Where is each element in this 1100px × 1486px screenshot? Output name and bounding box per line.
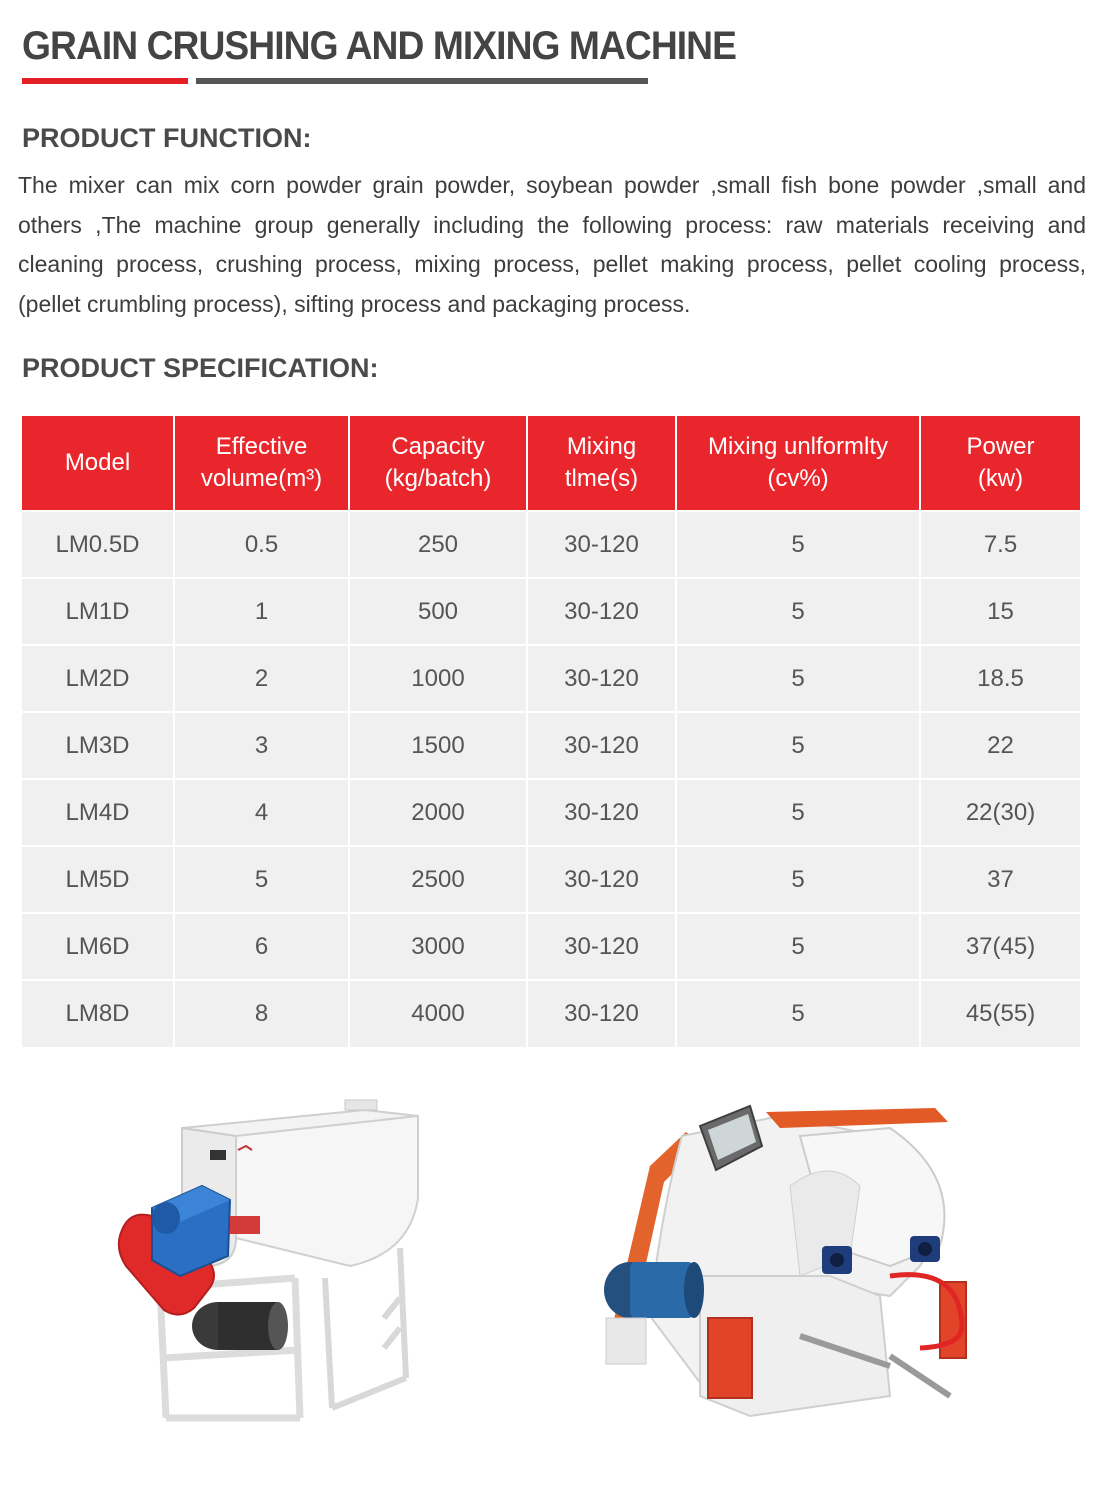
table-cell: LM6D: [22, 913, 174, 980]
column-header-line: Power: [966, 433, 1035, 460]
table-cell: 7.5: [920, 511, 1080, 578]
column-header-capacity: [349, 416, 527, 511]
table-row: [22, 578, 1080, 645]
table-cell: 5: [676, 779, 920, 846]
ribbon-mixer-photo: [100, 1088, 430, 1438]
column-header-line: Effective: [215, 433, 308, 460]
table-cell: LM8D: [22, 980, 174, 1047]
table-cell: 5: [174, 846, 349, 913]
table-cell: 8: [174, 980, 349, 1047]
column-header-model: [22, 416, 174, 511]
specification-table: [22, 416, 1080, 1047]
table-cell: LM3D: [22, 712, 174, 779]
table-cell: LM1D: [22, 578, 174, 645]
column-header-line: Capacity: [391, 433, 485, 460]
table-cell: 5: [676, 578, 920, 645]
page-title: GRAIN CRUSHING AND MIXING MACHINE: [22, 24, 737, 68]
table-cell: 1000: [349, 645, 527, 712]
table-row: [22, 712, 1080, 779]
column-header-line: (kw): [977, 465, 1024, 492]
title-underline-gray: [196, 78, 648, 84]
table-cell: 22: [920, 712, 1080, 779]
table-cell: 3000: [349, 913, 527, 980]
table-cell: 1500: [349, 712, 527, 779]
twin-shaft-mixer-photo: [590, 1096, 985, 1441]
twin-shaft-mixer-icon: [590, 1096, 985, 1441]
table-cell: 1: [174, 578, 349, 645]
table-cell: 37: [920, 846, 1080, 913]
column-header-line: (kg/batch): [384, 465, 492, 492]
table-cell: 30-120: [527, 779, 676, 846]
function-paragraph: The mixer can mix corn powder grain powder, soybean powder ,small fish bone powder ,small and others ,The machine group generally including the following process: raw materials receiving and cleaning process, crushing process, mixing process, pellet making process, pellet cooling process, (pellet crumbling process), sifting process and packaging process.: [18, 172, 1086, 317]
table-cell: 22(30): [920, 779, 1080, 846]
table-cell: 15: [920, 578, 1080, 645]
column-header-line: Mixing unlformlty: [707, 433, 889, 460]
table-cell: 0.5: [174, 511, 349, 578]
table-cell: LM4D: [22, 779, 174, 846]
table-header-row: [22, 416, 1080, 511]
column-header-line: Mixing: [566, 433, 637, 460]
title-underline-red: [22, 78, 188, 84]
table-cell: 18.5: [920, 645, 1080, 712]
table-cell: LM2D: [22, 645, 174, 712]
table-cell: 5: [676, 712, 920, 779]
table-cell: 4000: [349, 980, 527, 1047]
table-cell: 2: [174, 645, 349, 712]
table-row: [22, 913, 1080, 980]
table-cell: 30-120: [527, 913, 676, 980]
table-cell: 30-120: [527, 511, 676, 578]
table-cell: 250: [349, 511, 527, 578]
table-cell: 6: [174, 913, 349, 980]
table-cell: 30-120: [527, 846, 676, 913]
column-header-line: tlme(s): [564, 465, 639, 492]
table-cell: 2000: [349, 779, 527, 846]
column-header-volume: [174, 416, 349, 511]
table-cell: 5: [676, 846, 920, 913]
table-cell: 4: [174, 779, 349, 846]
table-cell: 500: [349, 578, 527, 645]
column-header-line: volume(m³): [200, 465, 323, 492]
column-header-line: Model: [64, 449, 131, 476]
table-cell: 30-120: [527, 980, 676, 1047]
table-cell: 30-120: [527, 578, 676, 645]
table-cell: 5: [676, 913, 920, 980]
table-cell: 45(55): [920, 980, 1080, 1047]
column-header-mixing-time: [527, 416, 676, 511]
table-row: [22, 645, 1080, 712]
function-heading: PRODUCT FUNCTION:: [22, 123, 312, 153]
ribbon-mixer-icon: [100, 1088, 430, 1438]
table-cell: 30-120: [527, 712, 676, 779]
column-header-uniformity: [676, 416, 920, 511]
specification-heading: PRODUCT SPECIFICATION:: [22, 353, 379, 383]
table-cell: LM5D: [22, 846, 174, 913]
table-row: [22, 779, 1080, 846]
column-header-line: (cv%): [767, 465, 829, 492]
table-cell: LM0.5D: [22, 511, 174, 578]
table-cell: 5: [676, 511, 920, 578]
table-row: [22, 846, 1080, 913]
table-row: [22, 980, 1080, 1047]
table-cell: 37(45): [920, 913, 1080, 980]
table-row: [22, 511, 1080, 578]
table-cell: 30-120: [527, 645, 676, 712]
table-cell: 5: [676, 980, 920, 1047]
table-cell: 3: [174, 712, 349, 779]
column-header-power: [920, 416, 1080, 511]
table-cell: 2500: [349, 846, 527, 913]
table-cell: 5: [676, 645, 920, 712]
